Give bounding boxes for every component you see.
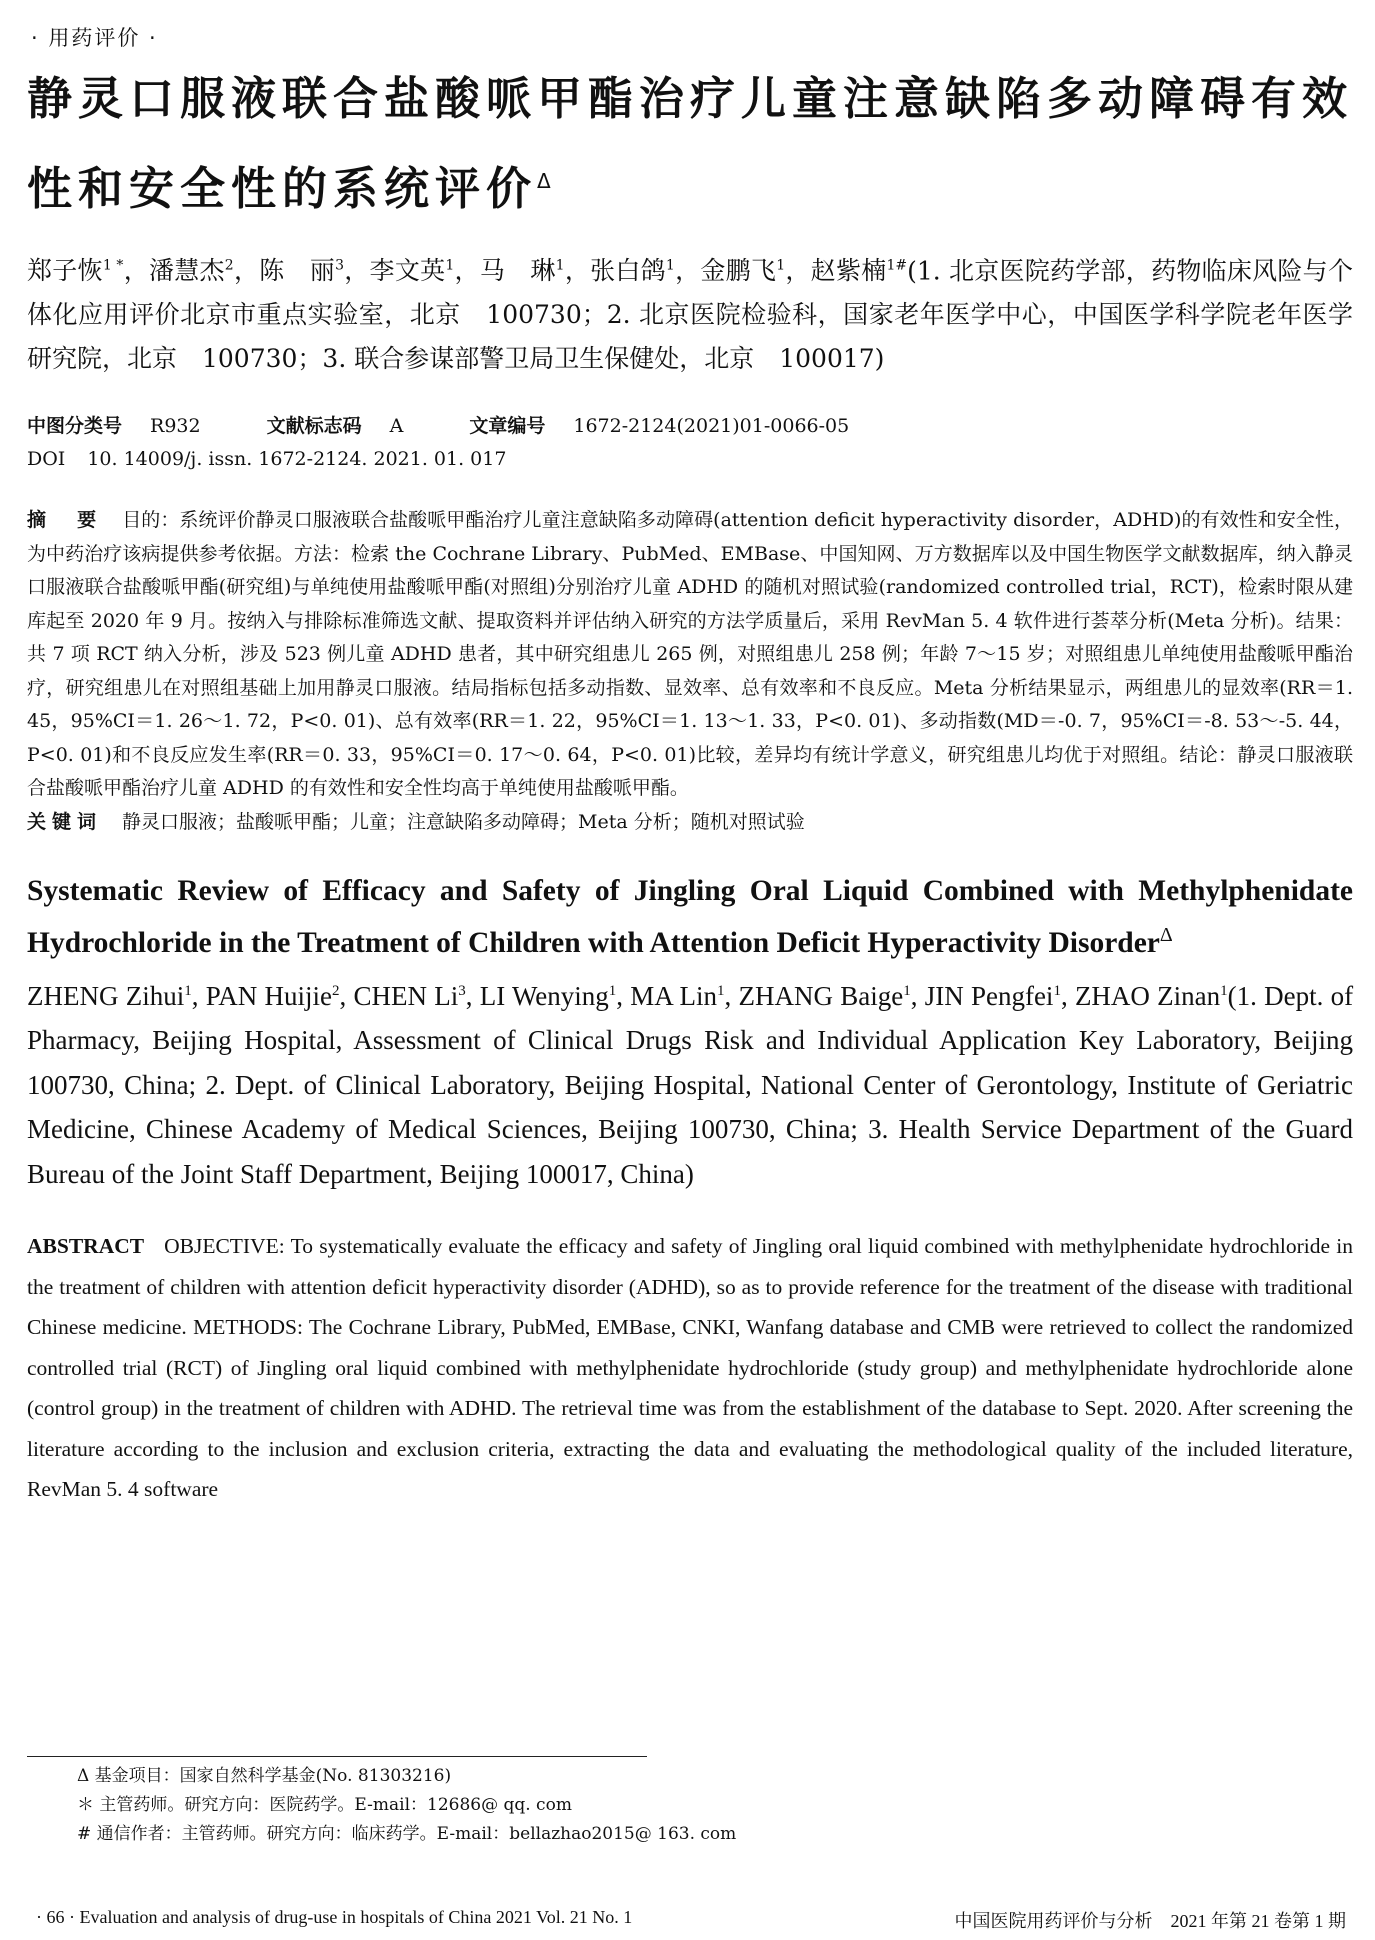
classification-row — [27, 411, 1353, 438]
abstract-en-label: ABSTRACT — [27, 1234, 145, 1259]
author-name: ZHENG Zihui — [27, 980, 185, 1011]
article-number-label: 文章编号 — [469, 415, 546, 438]
doi-row — [27, 448, 1353, 470]
keywords-zh-text: 静灵口服液；盐酸哌甲酯；儿童；注意缺陷多动障碍；Meta 分析；随机对照试验 — [122, 810, 805, 833]
author-name: JIN Pengfei — [924, 980, 1054, 1011]
column-tag: · 用药评价 · — [31, 26, 158, 50]
doc-code-label: 文献标志码 — [266, 415, 362, 438]
author-affiliation-mark: 1 — [608, 982, 617, 999]
author-name: 李文英 — [369, 256, 446, 286]
title-en-fund-mark: Δ — [1159, 923, 1173, 946]
author-affiliation-mark: 3 — [335, 258, 344, 274]
footnotes — [77, 1762, 736, 1849]
title-en-text: Systematic Review of Efficacy and Safety of Jingling Oral Liquid Combined with Methylphenidate Hydrochloride in the Treatment of Children with Attention Deficit Hyperactivity Disorder — [27, 874, 1353, 959]
abstract-zh-text: 目的：系统评价静灵口服液联合盐酸哌甲酯治疗儿童注意缺陷多动障碍(attention deficit hyperactivity disorder，ADHD)的有效性和安全性，为中药治疗该病提供参考依据。方法：检索 the Cochrane Library、PubMed、EMBase、中国知网、万方数据库以及中国生物医学文献数据库，纳入静灵口服液联合盐酸哌甲酯(研究组)与单纯使用盐酸哌甲酯(对照组)分别治疗儿童 ADHD 的随机对照试验(randomized controlled trial，RCT)，检索时限从建库起至 2020 年 9 月。按纳入与排除标准筛选文献、提取资料并评估纳入研究的方法学质量后，采用 RevMan 5. 4 软件进行荟萃分析(Meta 分析)。结果：共 7 项 RCT 纳入分析，涉及 523 例儿童 ADHD 患者，其中研究组患儿 265 例，对照组患儿 258 例；年龄 7～15 岁；对照组患儿单纯使用盐酸哌甲酯治疗，研究组患儿在对照组基础上加用静灵口服液。结局指标包括多动指数、显效率、总有效率和不良反应。Meta 分析结果显示，两组患儿的显效率(RR＝1. 45，95%CI＝1. 26～1. 72，P<0. 01)、总有效率(RR＝1. 22，95%CI＝1. 13～1. 33，P<0. 01)、多动指数(MD＝-0. 7，95%CI＝-8. 53～-5. 44，P<0. 01)和不良反应发生率(RR＝0. 33，95%CI＝0. 17～0. 64，P<0. 01)比较，差异均有统计学意义，研究组患儿均优于对照组。结论：静灵口服液联合盐酸哌甲酯治疗儿童 ADHD 的有效性和安全性均高于单纯使用盐酸哌甲酯。 — [27, 509, 1353, 800]
author-name: CHEN Li — [353, 980, 459, 1011]
page-footer — [36, 1907, 1346, 1933]
doi-value[interactable]: 10. 14009/j. issn. 1672-2124. 2021. 01. 017 — [87, 448, 507, 471]
title-zh-fund-mark: Δ — [537, 169, 557, 193]
footnote-fund: Δ 基金项目：国家自然科学基金(No. 81303216) — [77, 1766, 452, 1786]
footnote-first-author: ＊ 主管药师。研究方向：医院药学。E-mail：12686@ qq. com — [77, 1795, 572, 1815]
authors-en — [27, 969, 1353, 1197]
title-zh — [27, 58, 1353, 230]
author-affiliation-mark: 1 — [717, 982, 725, 999]
author-name: 陈 丽 — [259, 256, 336, 286]
abstract-zh-label: 摘 要 — [27, 509, 103, 532]
doi-label: DOI — [27, 448, 66, 471]
footer-journal-en: · 66 · Evaluation and analysis of drug-use in hospitals of China 2021 Vol. 21 No. 1 — [36, 1907, 633, 1927]
author-name: 金鹏飞 — [700, 256, 777, 286]
abstract-en-text: OBJECTIVE: To systematically evaluate the efficacy and safety of Jingling oral liquid combined with methylphenidate hydrochloride in the treatment of children with attention deficit hyperactivity disorder (ADHD), so as to provide reference for the treatment of the disease with traditional Chinese medicine. METHODS: The Cochrane Library, PubMed, EMBase, CNKI, Wanfang database and CMB were retrieved to collect the randomized controlled trial (RCT) of Jingling oral liquid combined with methylphenidate hydrochloride (study group) and methylphenidate hydrochloride alone (control group) in the treatment of children with ADHD. The retrieval time was from the establishment of the database to Sept. 2020. After screening the literature according to the inclusion and exclusion criteria, extracting the data and evaluating the methodological quality of the included literature, RevMan 5. 4 software — [27, 1234, 1353, 1502]
footnote-corresponding-author: # 通信作者：主管药师。研究方向：临床药学。E-mail：bellazhao2015@ 163. com — [77, 1824, 737, 1844]
abstract-en — [27, 1226, 1353, 1510]
author-affiliation-mark: 1 — [1053, 982, 1061, 999]
authors-zh — [27, 244, 1353, 381]
author-name: ZHANG Baige — [738, 980, 904, 1011]
author-name: LI Wenying — [479, 980, 609, 1011]
author-affiliation-mark: 3 — [458, 982, 466, 999]
author-name: 潘慧杰 — [148, 256, 225, 286]
author-affiliation-mark: 1 — [184, 982, 192, 999]
author-name: 张白鸽 — [590, 256, 666, 286]
abstract-zh — [27, 504, 1353, 806]
footnote-divider — [27, 1756, 647, 1757]
author-affiliation-mark: 1# — [886, 258, 908, 274]
author-affiliation-mark: 1 — [555, 258, 565, 274]
author-affiliation-mark: 2 — [224, 258, 234, 274]
author-name: 马 琳 — [479, 256, 556, 286]
doc-code-value: A — [389, 415, 404, 438]
author-name: 郑子恢 — [27, 256, 103, 286]
clc-value: R932 — [150, 415, 201, 438]
author-affiliation-mark: 1 — [1220, 982, 1228, 999]
author-list-en: ZHENG Zihui$^1$, PAN Huijie$^2$, CHEN Li$^3$, LI Wenying$^1$, MA Lin$^1$, ZHANG Baige$^1$, JIN Pengfei$^1$, ZHAO Zinan$^1$ — [27, 980, 1228, 1011]
author-affiliation-mark: 2 — [331, 982, 340, 999]
author-name: MA Lin — [630, 980, 718, 1011]
author-affiliation-mark: 1 * — [102, 258, 124, 274]
author-name: 赵紫楠 — [810, 256, 887, 286]
article-number-value: 1672-2124(2021)01-0066-05 — [573, 415, 850, 438]
title-zh-text: 静灵口服液联合盐酸哌甲酯治疗儿童注意缺陷多动障碍有效性和安全性的系统评价 — [27, 72, 1354, 215]
author-name: PAN Huijie — [205, 980, 332, 1011]
affiliations-en: (1. Dept. of Pharmacy, Beijing Hospital, Assessment of Clinical Drugs Risk and Individual Application Key Laboratory, Beijing 100730, China; 2. Dept. of Clinical Laboratory, Beijing Hospital, National Center of Gerontology, Institute of Geriatric Medicine, Chinese Academy of Medical Sciences, Beijing 100730, China; 3. Health Service Department of the Guard Bureau of the Joint Staff Department, Beijing 100017, China) — [27, 980, 1354, 1189]
author-affiliation-mark: 1 — [445, 258, 455, 274]
affiliations-zh: (1. 北京医院药学部，药物临床风险与个体化应用评价北京市重点实验室，北京 100730；2. 北京医院检验科，国家老年医学中心，中国医学科学院老年医学研究院，北京 100730；3. 联合参谋部警卫局卫生保健处，北京 100017) — [27, 256, 1353, 374]
article-page — [27, 22, 1353, 1510]
keywords-zh-label: 关键词 — [27, 810, 103, 833]
title-en — [27, 869, 1353, 965]
clc-label: 中图分类号 — [27, 415, 123, 438]
author-list-zh: 郑子恢$^{1 *}$，潘慧杰$^2$，陈 丽$^3$，李文英$^1$，马 琳$^1$，张白鸽$^1$，金鹏飞$^1$，赵紫楠$^{1\#}$ — [27, 256, 908, 286]
author-affiliation-mark: 1 — [903, 982, 911, 999]
author-affiliation-mark: 1 — [776, 258, 786, 274]
keywords-zh — [27, 806, 1353, 839]
footer-journal-zh: 中国医院用药评价与分析 2021 年第 21 卷第 1 期 — [954, 1911, 1346, 1931]
author-affiliation-mark: 1 — [665, 258, 675, 274]
author-name: ZHAO Zinan — [1074, 980, 1221, 1011]
